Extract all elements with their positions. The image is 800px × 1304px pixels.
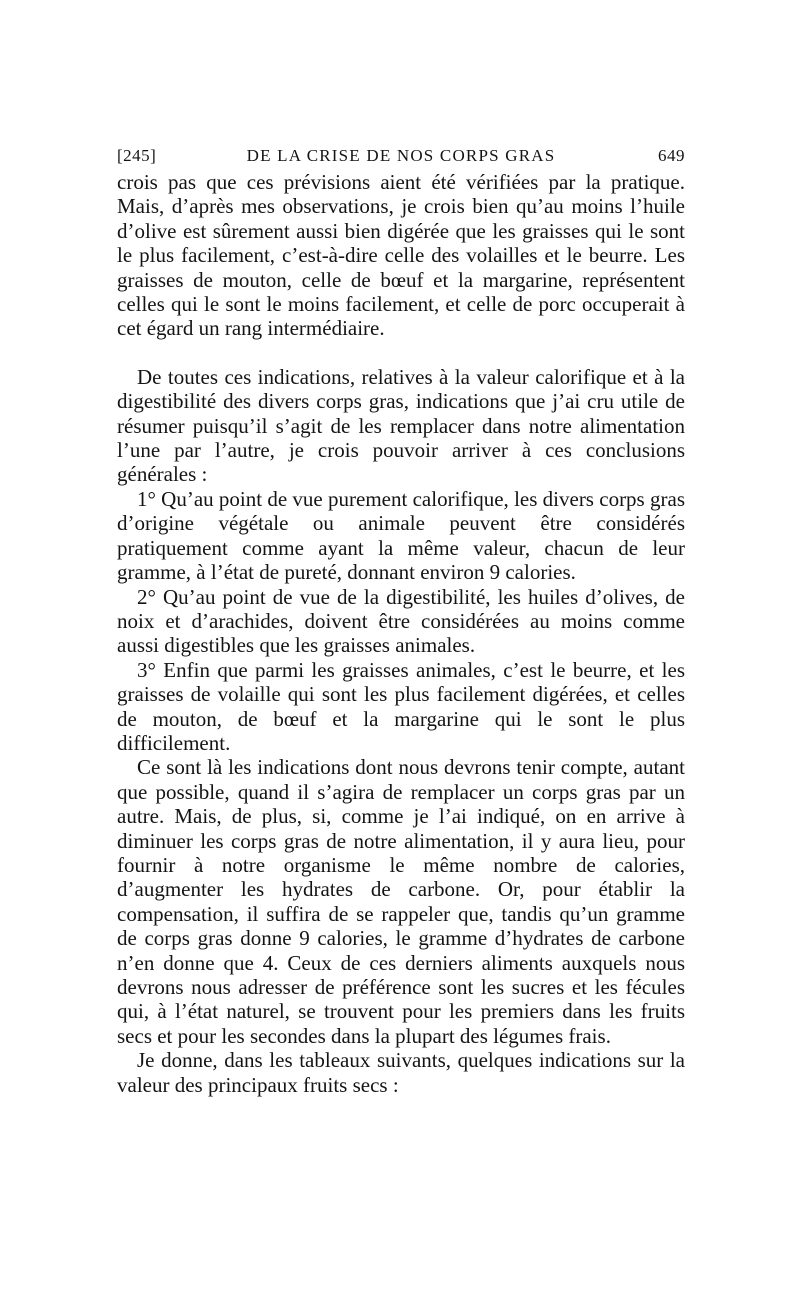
paragraph-point-1: 1° Qu’au point de vue purement calorifique, les divers corps gras d’origine végétale ou animale peuvent être considérés pratiquement comme ayant la même valeur, chacun de leur gramme, à l’état de pureté, donnant environ 9 calories. [117, 486, 685, 585]
paragraph-intro: De toutes ces indications, relatives à la valeur calorifique et à la digestibilité des divers corps gras, indications que j’ai cru utile de résumer puisqu’il s’agit de les remplacer dans notre alimentation l’une par l’autre, je crois pouvoir arriver à ces conclusions générales : [117, 364, 685, 487]
paragraph-tables-intro: Je donne, dans les tableaux suivants, quelques indications sur la valeur des principaux fruits secs : [117, 1048, 685, 1097]
page-number: 649 [658, 146, 685, 165]
section-gap [117, 341, 685, 365]
paragraph-point-3: 3° Enfin que parmi les graisses animales, c’est le beurre, et les graisses de volaille qui sont les plus facilement digérées, et celles de mouton, de bœuf et la margarine qui le sont le plus difficilement. [117, 657, 685, 755]
page-reference: [245] [117, 146, 157, 165]
book-page [117, 142, 685, 1097]
paragraph-continuation: crois pas que ces prévisions aient été vérifiées par la pratique. Mais, d’après mes observations, je crois bien qu’au moins l’huile d’olive est sûrement aussi bien digérée que les graisses qui le sont le plus facilement, c’est-à-dire celle des volailles et le beurre. Les graisses de mouton, celle de bœuf et la margarine, représentent celles qui le sont le moins facilement, et celle de porc occuperait à cet égard un rang intermédiaire. [117, 170, 685, 341]
running-header [117, 142, 685, 170]
paragraph-point-2: 2° Qu’au point de vue de la digestibilité, les huiles d’olives, de noix et d’arachides, doivent être considérées au moins comme aussi digestibles que les graisses animales. [117, 584, 685, 658]
running-title: DE LA CRISE DE NOS CORPS GRAS [246, 146, 556, 165]
paragraph-compensation: Ce sont là les indications dont nous devrons tenir compte, autant que possible, quand il s’agira de remplacer un corps gras par un autre. Mais, de plus, si, comme je l’ai indiqué, on en arrive à diminuer les corps gras de notre alimentation, il y aura lieu, pour fournir à notre organisme le même nombre de calories, d’augmenter les hydrates de carbone. Or, pour établir la compensation, il suffira de se rappeler que, tandis qu’un gramme de corps gras donne 9 calories, le gramme d’hydrates de carbone n’en donne que 4. Ceux de ces derniers aliments auxquels nous devrons nous adresser de préférence sont les sucres et les fécules qui, à l’état naturel, se trouvent pour les premiers dans les fruits secs et pour les secondes dans la plupart des légumes frais. [117, 755, 685, 1048]
body-text [117, 170, 685, 1097]
